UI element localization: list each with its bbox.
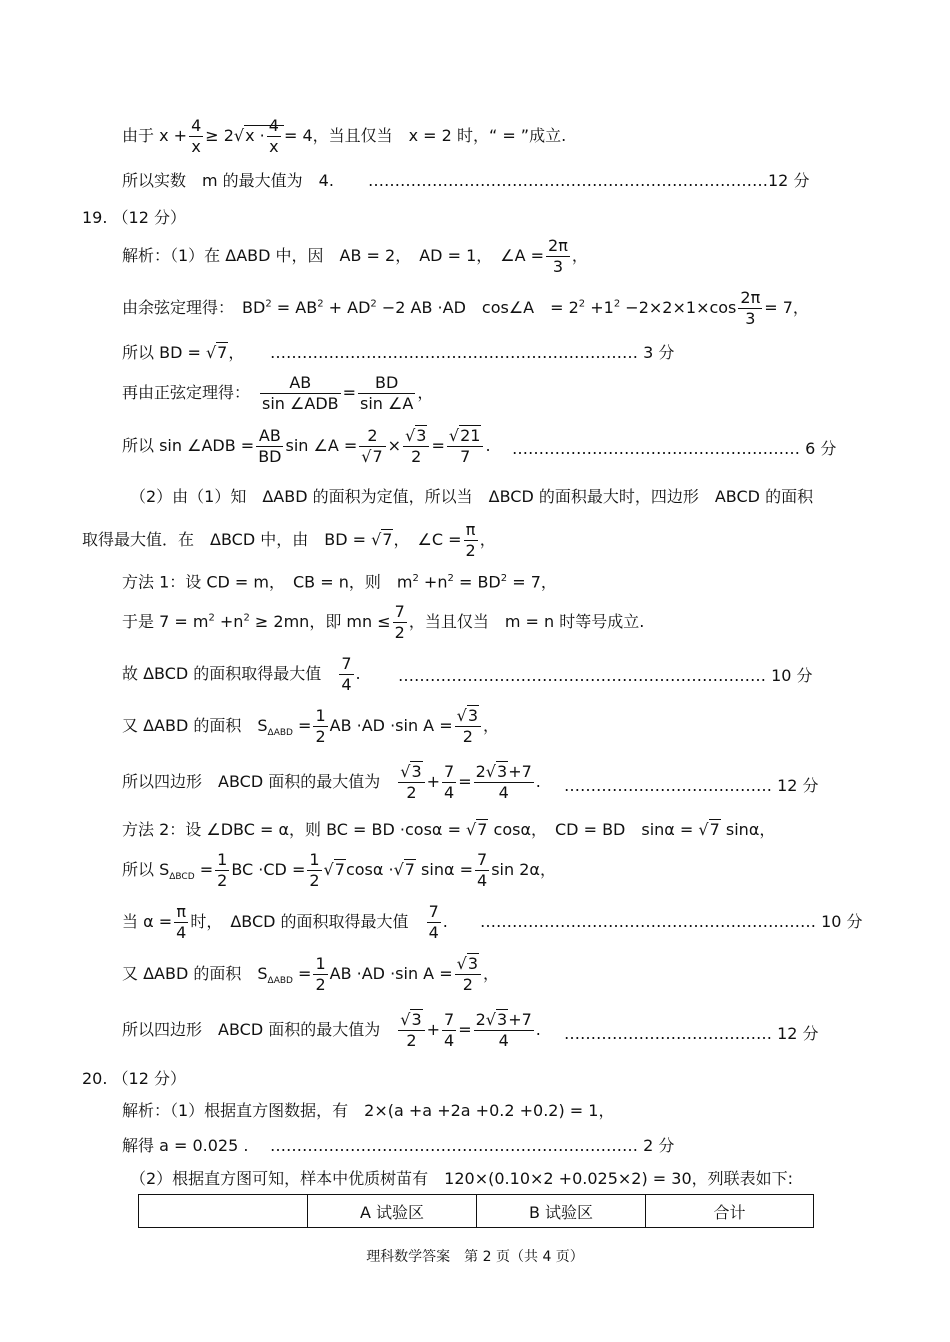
line-4: 解析：（1）在 ΔABD 中，因 AB = 2， AD = 1， ∠A = $\frac{2\pi}{3}$ ， [122,236,588,276]
question-20-title: 20. （12 分） [82,1069,186,1088]
score-12-a: …………………………………………………………………12 分 [368,171,810,190]
line-5: 由余弦定理得： $BD^2 = AB^2 + AD^2 -2$ AB ·AD cos∠A = $2^2 +1^2 -2\times 2\times 1\times\cos$ $\frac{2\pi}{3}$ = 7， [122,288,809,328]
line-11: 方法 1：设 CD = m， CB = n，则 $m^2 +n^2 = BD^2 = 7$， [122,572,557,592]
line-2: 所以实数 m 的最大值为 4. [122,171,334,190]
table-header-a: A 试验区 [308,1195,477,1228]
line-6: 所以 BD = √7， [122,343,245,362]
line-15: 所以四边形 ABCD 面积的最大值为 $\frac{√3}{2}$ + $\frac{7}{4}$ = $\frac{2√3+7}{4}$ . [122,762,541,802]
line-1: 由于 x + $\frac{4}{x}$ ≥ 2√x · $\frac{4}{x}$ = 4，当且仅当 x = 2 时，“ = ”成立. [122,116,567,156]
score-12-c: ………………………………… 12 分 [564,1024,819,1043]
table-header-b: B 试验区 [477,1195,646,1228]
line-20: 所以四边形 ABCD 面积的最大值为 $\frac{√3}{2}$ + $\frac{7}{4}$ = $\frac{2√3+7}{4}$ . [122,1010,541,1050]
line-23: 解得 a = 0.025 . [122,1136,249,1155]
line-10: 取得最大值．在 ΔBCD 中，由 BD = √7， ∠C = $\frac{\pi}{2}$ ， [82,520,496,560]
score-6: ……………………………………………… 6 分 [512,439,837,458]
score-12-b: ………………………………… 12 分 [564,776,819,795]
line-12: 于是 $7 = m^2 +n^2 \ge 2mn$，即 mn ≤ $\frac{7}{2}$ ，当且仅当 m = n 时等号成立. [122,602,645,642]
line-19: 又 ΔABD 的面积 $S_{\Delta ABD}$ = $\frac{1}{2}$ AB ·AD ·sin A = $\frac{√3}{2}$ ， [122,954,500,994]
table-header-total: 合计 [646,1195,814,1228]
score-3: …………………………………………………………… 3 分 [270,343,675,362]
line-8: 所以 sin ∠ADB = $\frac{AB}{BD}$ sin ∠A = $\frac{2}{√7}$ × $\frac{√3}{2}$ = $\frac{√21}{7}$ . [122,426,491,466]
table-header-blank [139,1195,308,1228]
line-18: 当 α = $\frac{\pi}{4}$ 时， ΔBCD 的面积取得最大值 $\frac{7}{4}$ . [122,902,448,942]
question-19-title: 19. （12 分） [82,208,186,227]
line-17: 所以 $S_{\Delta BCD}$ = $\frac{1}{2}$ BC ·CD = $\frac{1}{2}$ √7cosα ·√7 sinα = $\frac{7}{4}$ sin 2α， [122,850,556,890]
line-16: 方法 2：设 ∠DBC = α，则 BC = BD ·cosα = √7 cosα， CD = BD sinα = √7 sinα， [122,820,776,839]
page-footer: 理科数学答案 第 2 页（共 4 页） [366,1249,584,1265]
line-14: 又 ΔABD 的面积 $S_{\Delta ABD}$ = $\frac{1}{2}$ AB ·AD ·sin A = $\frac{√3}{2}$ ， [122,706,500,746]
line-13: 故 ΔBCD 的面积取得最大值 $\frac{7}{4}$ . [122,654,361,694]
line-22: 解析：（1）根据直方图数据，有 2×(a +a +2a +0.2 +0.2) = 1， [122,1101,615,1120]
line-24: （2）根据直方图可知，样本中优质树苗有 120×(0.10×2 +0.025×2) = 30，列联表如下: [130,1169,794,1188]
score-2: …………………………………………………………… 2 分 [270,1136,675,1155]
line-7: 再由正弦定理得： $\frac{AB}{\text{sin ∠ADB}}$ = $\frac{BD}{\sin \angle A}$ ， [122,373,434,413]
line-9: （2）由（1）知 ΔABD 的面积为定值，所以当 ΔBCD 的面积最大时，四边形 ABCD 的面积 [130,487,814,506]
table-row [139,1195,814,1228]
score-10-a: …………………………………………………………… 10 分 [398,666,813,685]
score-10-b: ……………………………………………………… 10 分 [480,912,863,931]
contingency-table [138,1194,814,1228]
